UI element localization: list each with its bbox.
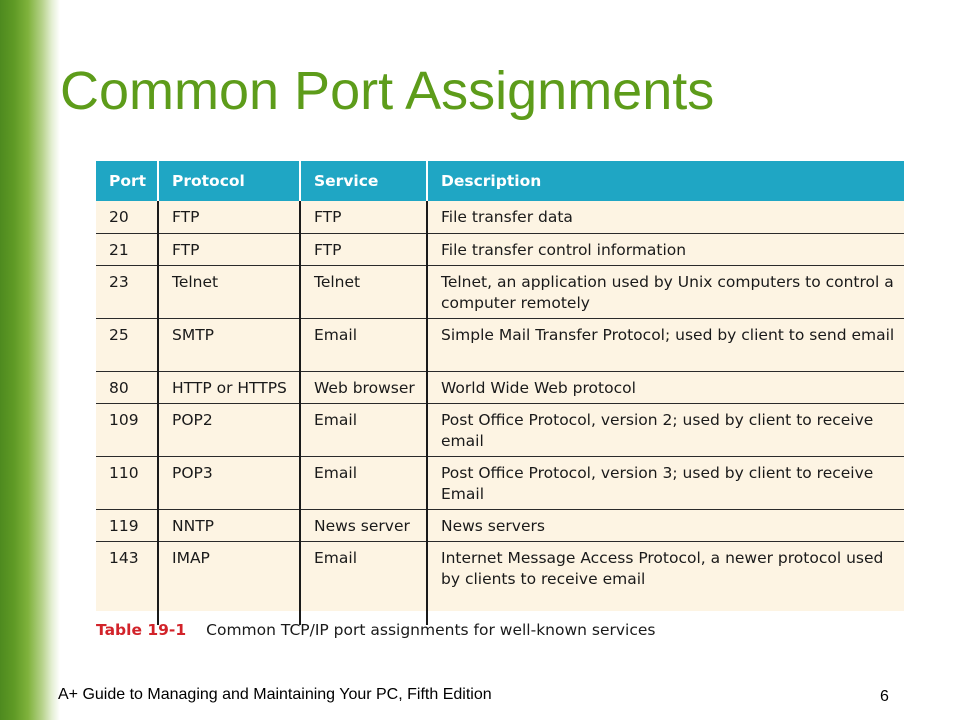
table-caption-label: Table 19-1	[96, 621, 187, 639]
table-header-row	[96, 161, 904, 201]
slide-title: Common Port Assignments	[60, 61, 715, 121]
port-table-container	[96, 161, 904, 611]
table-row	[96, 318, 904, 371]
table-row	[96, 541, 904, 625]
cell-description: World Wide Web protocol	[427, 371, 904, 403]
cell-description: File transfer data	[427, 201, 904, 233]
cell-service: FTP	[300, 233, 427, 265]
side-gradient-bar	[0, 0, 60, 720]
cell-description: Post Office Protocol, version 3; used by client to receive Email	[427, 456, 904, 509]
cell-description: News servers	[427, 509, 904, 541]
cell-service: Email	[300, 541, 427, 625]
cell-port: 21	[96, 233, 158, 265]
cell-service: Email	[300, 456, 427, 509]
table-row	[96, 371, 904, 403]
cell-protocol: SMTP	[158, 318, 300, 371]
cell-service: News server	[300, 509, 427, 541]
header-description: Description	[427, 161, 904, 201]
table-row	[96, 403, 904, 456]
cell-description: File transfer control information	[427, 233, 904, 265]
cell-protocol: FTP	[158, 233, 300, 265]
cell-protocol: POP3	[158, 456, 300, 509]
cell-service: FTP	[300, 201, 427, 233]
cell-service: Email	[300, 403, 427, 456]
cell-protocol: NNTP	[158, 509, 300, 541]
cell-port: 25	[96, 318, 158, 371]
cell-description: Post Office Protocol, version 2; used by client to receive email	[427, 403, 904, 456]
header-port: Port	[96, 161, 158, 201]
cell-protocol: HTTP or HTTPS	[158, 371, 300, 403]
cell-description: Simple Mail Transfer Protocol; used by client to send email	[427, 318, 904, 371]
table-row	[96, 201, 904, 233]
cell-service: Telnet	[300, 265, 427, 318]
cell-protocol: IMAP	[158, 541, 300, 625]
cell-description: Internet Message Access Protocol, a newer protocol used by clients to receive email	[427, 541, 904, 625]
header-service: Service	[300, 161, 427, 201]
footer-text: A+ Guide to Managing and Maintaining Your PC, Fifth Edition	[58, 686, 492, 703]
cell-service: Email	[300, 318, 427, 371]
table-caption-text: Common TCP/IP port assignments for well-known services	[206, 621, 656, 639]
cell-protocol: POP2	[158, 403, 300, 456]
cell-port: 109	[96, 403, 158, 456]
cell-port: 20	[96, 201, 158, 233]
table-row	[96, 509, 904, 541]
table-row	[96, 233, 904, 265]
cell-service: Web browser	[300, 371, 427, 403]
cell-port: 143	[109, 548, 139, 567]
cell-protocol: FTP	[158, 201, 300, 233]
cell-protocol: Telnet	[158, 265, 300, 318]
table-caption	[96, 621, 656, 639]
cell-port: 110	[96, 456, 158, 509]
table-row	[96, 265, 904, 318]
port-assignment-table	[96, 161, 904, 625]
cell-port: 119	[96, 509, 158, 541]
cell-port: 23	[96, 265, 158, 318]
table-row	[96, 456, 904, 509]
header-protocol: Protocol	[158, 161, 300, 201]
cell-description: Telnet, an application used by Unix computers to control a computer remotely	[427, 265, 904, 318]
cell-port: 80	[96, 371, 158, 403]
page-number: 6	[880, 688, 889, 705]
